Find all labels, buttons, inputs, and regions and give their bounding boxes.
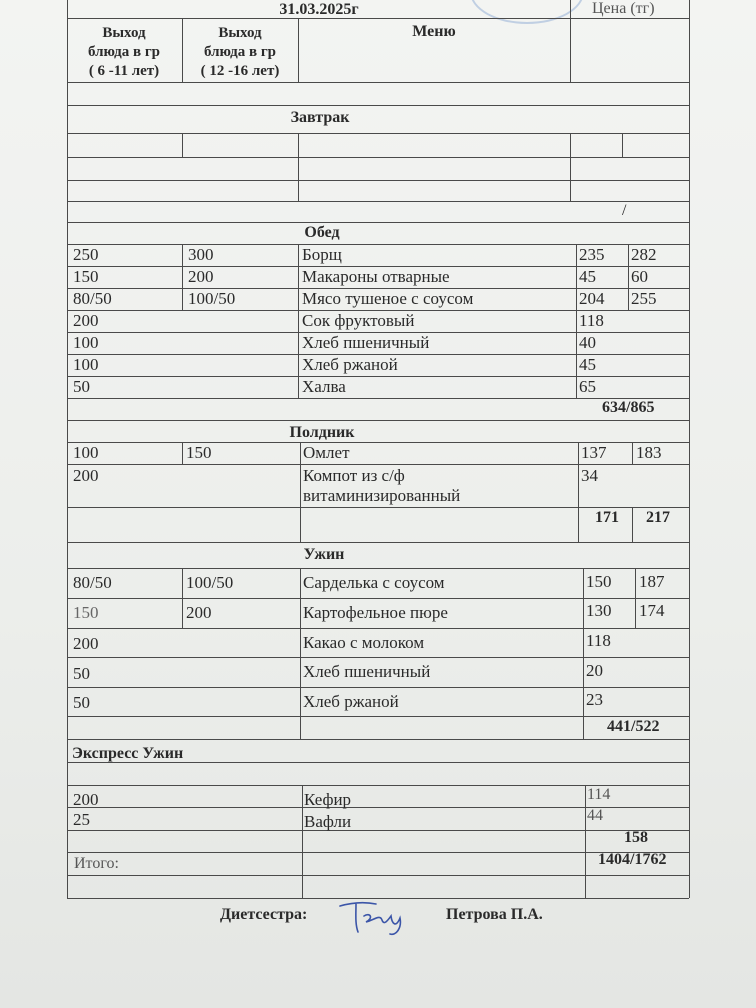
- section-lunch: Обед: [304, 224, 340, 241]
- signature: [336, 898, 406, 938]
- footer-person: Петрова П.А.: [446, 906, 543, 923]
- col-header-menu: Меню: [412, 23, 456, 40]
- grand-total-label: Итого:: [74, 855, 119, 872]
- breakfast-mark: /: [622, 202, 627, 219]
- section-express: Экспресс Ужин: [72, 745, 184, 762]
- section-snack: Полдник: [289, 424, 355, 441]
- lunch-total: 634/865: [602, 399, 655, 416]
- section-breakfast: Завтрак: [290, 109, 350, 126]
- col-header-children: Выход блюда в гр ( 6 -11 лет): [88, 25, 160, 79]
- col-header-teens: Выход блюда в гр ( 12 -16 лет): [200, 25, 280, 79]
- menu-date: 31.03.2025г: [279, 1, 359, 18]
- dinner-total: 441/522: [607, 718, 660, 735]
- express-total: 158: [624, 829, 648, 846]
- section-dinner: Ужин: [303, 546, 345, 563]
- menu-sheet: 31.03.2025г Цена (тг) Выход блюда в гр ( 6 -11 лет) Выход блюда в гр ( 12 -16 лет) Меню Завтрак / Обед Полдник Ужин Экспресс Ужин 250 300 Борщ 235 282 150 200 Макароны отварные 45 60 80/50 100/50 Мясо тушеное с соусом 204 255 200 Сок фруктовый 118 100 Хлеб пшеничный 40 100 Хлеб ржаной 45 50 Халва 65 634/865 100 150 Омлет 137 183 200 Компот из с/ф витаминизированный 34 171 217 80/50 100/50 Сарделька с соусом 150 187 150 200 Картофельное пюре 130 174 200 Какао с молоком 118 50 Хлеб пшеничный 20 50 Хлеб ржаной 23 441/522 200 Кефир 114 25 Вафли 44 158 Итого: 1404/1762 Диетсестра: Петрова П.А.: [0, 0, 756, 1008]
- footer-role: Диетсестра:: [220, 906, 308, 923]
- stamp-mark: [470, 0, 584, 24]
- snack-total-children: 171: [595, 509, 619, 526]
- price-header: Цена (тг): [592, 0, 655, 17]
- grand-total-value: 1404/1762: [598, 851, 667, 868]
- snack-total-teens: 217: [646, 509, 670, 526]
